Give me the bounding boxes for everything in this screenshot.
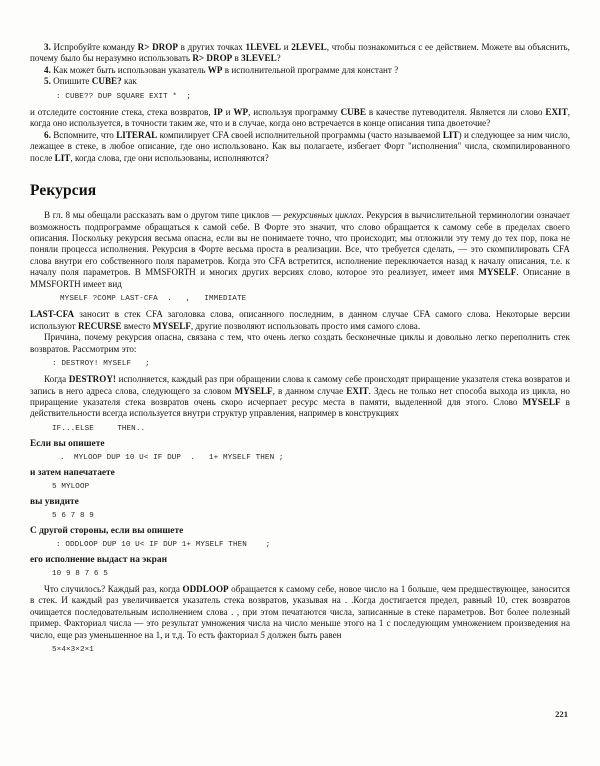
runhead-then-print: и затем напечатаете <box>30 467 115 478</box>
exercise-5: 5. Опишите CUBE? как <box>44 76 137 87</box>
code-myloop-definition: . MYLOOP DUP 10 U< IF DUP . 1+ MYSELF THEN ; <box>60 453 284 462</box>
exercise-4: 4. Как может быть использован указатель WP в исполнительной программе для констант ? <box>44 64 399 75</box>
runhead-if-you-write: Если вы опишете <box>30 438 105 449</box>
paragraph-reason-dangerous: Причина, почему рекурсия опасна, связана с тем, что очень легко создать бесконечные циклы и довольно легко переполнить стек возвратов. Рассмотрим это: <box>30 332 570 354</box>
paragraph-final-explanation: Что случилось? Каждый раз, когда ODDLOOP обращается к самому себе, новое число на 1 больше, чем предшествующее, заносится в стек. И каждый раз увеличивается указатель стека возвратов, указывая на . .Когда достигается предел, равный 10, стек возвратов очищается последовательным исполнением слова . , при этом печатаются числа, записанные в стеке параметров. Вот более полезный пример. Факториал числа — это результат умножения числа на число меньше этого на 1 с последующим умножением произведения на число, еще раз уменьшенное на 1, и т.д. То есть факториал 5 должен быть равен <box>30 583 570 640</box>
code-myloop-invocation: 5 MYLOOP <box>52 482 90 491</box>
code-myloop-output: 5 6 7 8 9 <box>52 511 94 520</box>
paragraph-recursion-intro: В гл. 8 мы обещали рассказать вам о другом типе циклов — рекурсивных циклах. Рекурсия в вычислительной терминологии означает возможность подпрограмме обращаться к самой себе. В Форте это значит, что слово обращается к самому себе в пределах своего описания. Поскольку рекурсия весьма опасна, если вы не понимаете точно, что происходит, мы отложили эту тему до тех пор, пока не поняли процесса исполнения. Рекурсия в Форте весьма проста в реализации. Все, что требуется сделать, — это скомпилировать CFA слова внутри его собственного поля параметров. Когда это CFA встретится, исполнение переключается назад к началу описания, т.е. к началу поля параметров. В MMSFORTH и многих других версиях слово, которое это реализует, имеет имя MYSELF. Описание в MMSFORTH имеет вид <box>30 210 571 289</box>
paragraph-after-cube: и отследите состояние стека, стека возвратов, IP и WP, используя программу CUBE в качестве путеводителя. Является ли слово EXIT, когда оно используется, в точности таким же, что и в случае, когда оно встречается в конце описания типа двоеточие? <box>30 106 570 129</box>
runhead-you-will-see: вы увидите <box>30 496 79 507</box>
code-if-else-then: IF...ELSE THEN.. <box>52 424 146 433</box>
section-heading-recursion: Рекурсия <box>30 182 97 200</box>
code-oddloop-definition: : ODDLOOP DUP 10 U< IF DUP 1+ MYSELF THEN ; <box>56 540 271 549</box>
paragraph-last-cfa: LAST-CFA заносит в стек CFA заголовка слова, описанного последним, в данном случае CFA самого слова. Некоторые версии используют RECURSE вместо MYSELF, другие позволяют использовать просто имя самого слова. <box>30 309 570 331</box>
runhead-its-execution: его исполнение выдаст на экран <box>30 554 167 565</box>
exercise-6: 6. Вспомните, что LITERAL компилирует CFA своей исполнительной программы (часто называемой LIT) и следующее за ним число, лежащее в стеке, в любое описание, где оно использовано. Как вы полагаете, избегает Форт "исполнения" числа, скомпилированного после LIT, когда слова, где они использованы, исполняются? <box>30 129 570 163</box>
code-myself-definition: MYSELF ?COMP LAST-CFA . , IMMEDIATE <box>60 295 247 304</box>
code-oddloop-output: 10 9 8 7 6 5 <box>52 569 108 578</box>
code-destroy-definition: : DESTROY! MYSELF ; <box>52 360 150 369</box>
paragraph-destroy-explanation: Когда DESTROY! исполняется, каждый раз при обращении слова к самому себе происходят приращение указателя стека возвратов и запись в него адреса слова, следующего за словом MYSELF, в данном случае EXIT. Здесь не только нет способа выхода из цикла, но приращение указателя стека возвратов очень скоро исчерпает ресурс места в памяти, выделенной для этого. Слово MYSELF в действительности всегда используется внутри структур управления, например в конструкциях <box>30 374 570 419</box>
exercise-3: 3. Испробуйте команду R> DROP в других точках 1LEVEL и 2LEVEL, чтобы познакомиться с ее действием. Можете вы объяснить, почему было бы неразумно использовать R> DROP в 3LEVEL? <box>30 42 570 64</box>
code-factorial-expression: 5×4×3×2×1 <box>52 646 94 655</box>
runhead-other-side: С другой стороны, если вы опишете <box>30 525 184 536</box>
page-number: 221 <box>555 709 568 719</box>
code-cube-definition: : CUBE?? DUP SQUARE EXIT * ; <box>56 92 192 101</box>
